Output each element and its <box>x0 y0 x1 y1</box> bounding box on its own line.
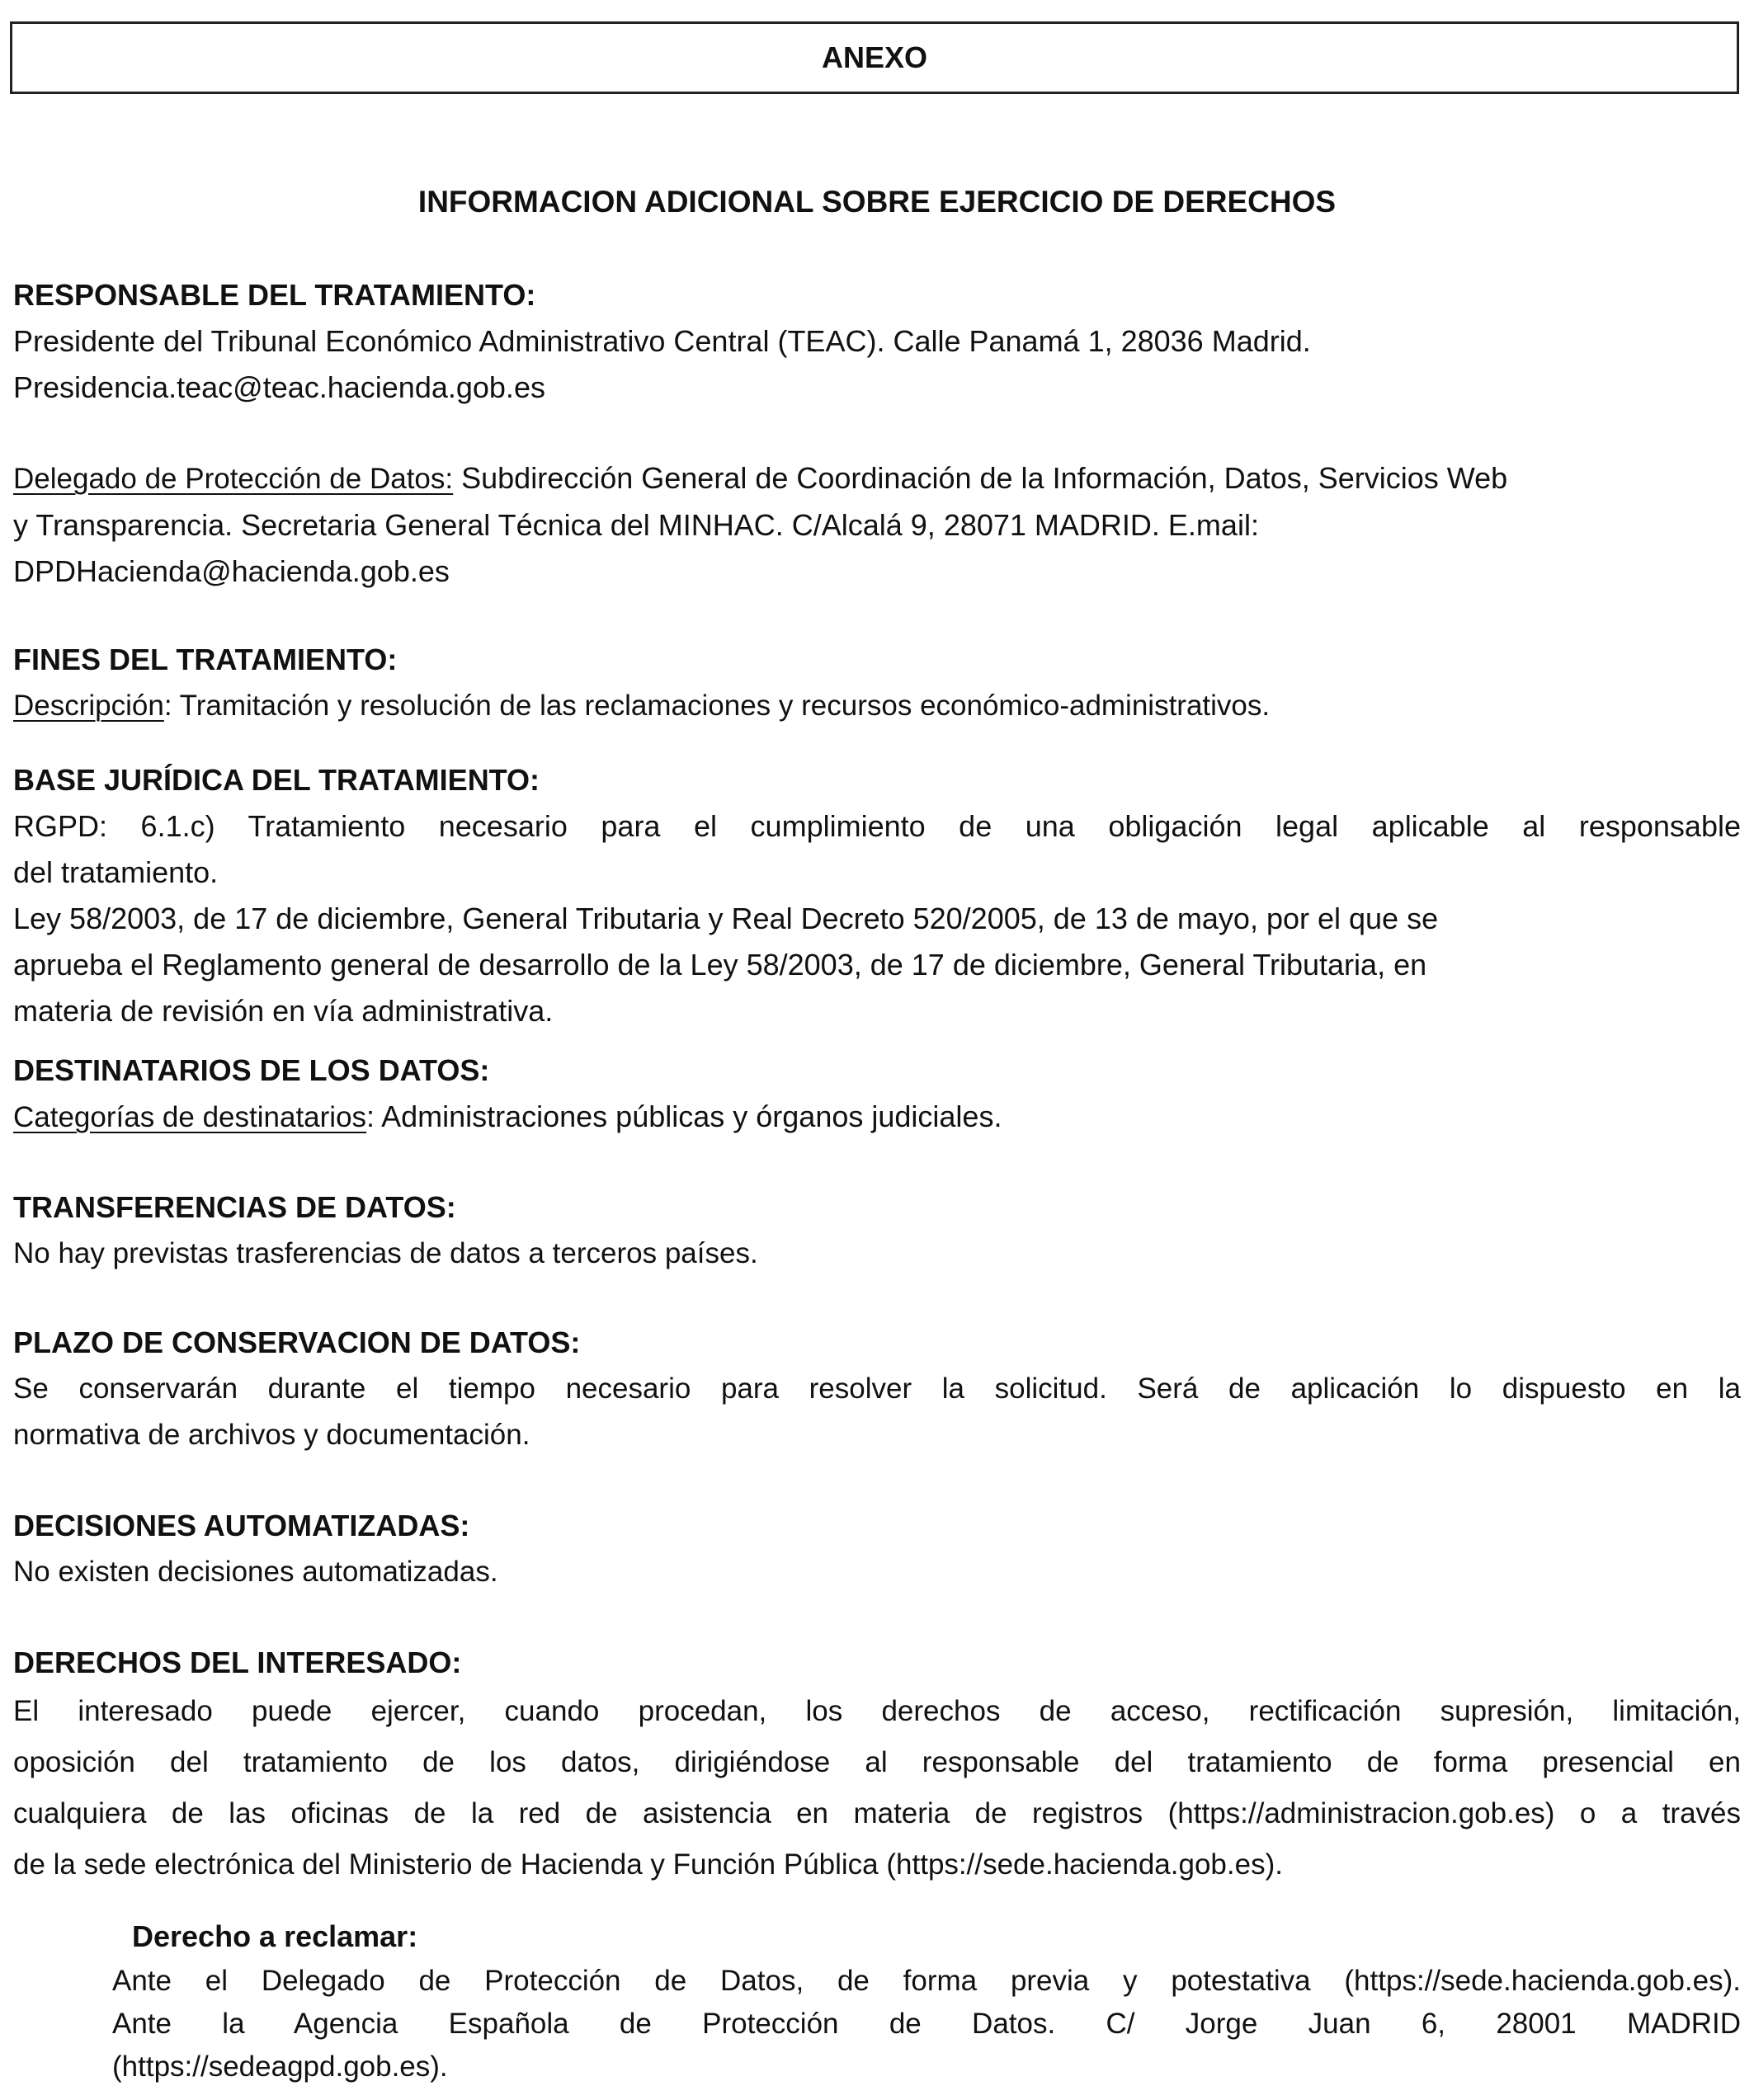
derechos-text-4b: . <box>1275 1848 1283 1881</box>
reclamar-line-1 <box>112 1960 1741 2003</box>
plazo-line-1: Se conservarán durante el tiempo necesario para resolver la solicitud. Será de aplicación lo dispuesto en la <box>13 1373 1741 1405</box>
responsable-text: Presidente del Tribunal Económico Administrativo Central (TEAC). Calle Panamá 1, 28036 Madrid. <box>13 324 1311 358</box>
fines-description <box>13 683 1741 729</box>
section-reclamar <box>112 1960 1741 2088</box>
derechos-text-3a: cualquiera de las oficinas de la red de asistencia en materia de registros <box>13 1797 1168 1829</box>
section-heading-responsable: RESPONSABLE DEL TRATAMIENTO: <box>13 278 536 312</box>
section-heading-derechos: DERECHOS DEL INTERESADO: <box>13 1646 462 1679</box>
delegado-line-1 <box>13 455 1741 502</box>
reclamar-line-2: Ante la Agencia Española de Protección de Datos. C/ Jorge Juan 6, 28001 MADRID <box>112 2008 1741 2040</box>
section-responsable <box>13 272 1741 411</box>
derechos-line-4 <box>13 1839 1741 1890</box>
derechos-line-1: El interesado puede ejercer, cuando procedan, los derechos de acceso, rectificación supresión, limitación, <box>13 1695 1741 1727</box>
reclamar-sede-link[interactable]: (https://sede.hacienda.gob.es) <box>1344 1965 1733 1997</box>
base-rgpd-line-1: RGPD: 6.1.c) Tratamiento necesario para el cumplimiento de una obligación legal aplicable al responsable <box>13 809 1741 843</box>
sede-hacienda-link[interactable]: (https://sede.hacienda.gob.es) <box>886 1848 1275 1881</box>
decisiones-text: No existen decisiones automatizadas. <box>13 1556 498 1588</box>
fines-text: : Tramitación y resolución de las reclamaciones y recursos económico-administrativos. <box>163 690 1271 722</box>
destinatarios-label: Categorías de destinatarios <box>13 1101 367 1133</box>
document-title: INFORMACION ADICIONAL SOBRE EJERCICIO DE DERECHOS <box>417 185 1337 219</box>
section-heading-destinatarios: DESTINATARIOS DE LOS DATOS: <box>13 1053 490 1087</box>
section-base-juridica <box>13 757 1741 1034</box>
base-rgpd-line-2: del tratamiento. <box>13 855 219 889</box>
reclamar-heading: Derecho a reclamar: <box>132 1919 418 1953</box>
section-transferencias <box>13 1184 1741 1277</box>
section-decisiones <box>13 1503 1741 1595</box>
base-ley-line-3: materia de revisión en vía administrativa. <box>13 994 554 1028</box>
section-derechos <box>13 1640 1741 1890</box>
reclamar-text-1a: Ante el Delegado de Protección de Datos, de forma previa y potestativa <box>112 1965 1345 1997</box>
derechos-text-4a: de la sede electrónica del Ministerio de Hacienda y Función Pública <box>13 1848 887 1881</box>
delegado-text-1: Subdirección General de Coordinación de la Información, Datos, Servicios Web <box>453 461 1508 495</box>
derechos-line-3 <box>13 1788 1741 1839</box>
reclamar-text-1b: . <box>1733 1965 1741 1997</box>
section-heading-plazo: PLAZO DE CONSERVACION DE DATOS: <box>13 1325 581 1359</box>
delegado-line-2: y Transparencia. Secretaria General Técnica del MINHAC. C/Alcalá 9, 28071 MADRID. E.mail: <box>13 508 1259 542</box>
anexo-title: ANEXO <box>821 40 928 74</box>
administracion-link[interactable]: (https://administracion.gob.es) <box>1167 1797 1555 1829</box>
base-ley-line-2: aprueba el Reglamento general de desarrollo de la Ley 58/2003, de 17 de diciembre, General Tributaria, en <box>13 948 1427 982</box>
section-plazo <box>13 1320 1741 1458</box>
section-heading-fines: FINES DEL TRATAMIENTO: <box>13 643 398 676</box>
section-delegado <box>13 455 1741 595</box>
anexo-header-box <box>10 21 1739 94</box>
section-fines <box>13 637 1741 729</box>
destinatarios-value: : Administraciones públicas y órganos judiciales. <box>366 1099 1002 1133</box>
section-heading-base: BASE JURÍDICA DEL TRATAMIENTO: <box>13 763 540 797</box>
section-reclamar-heading <box>132 1914 1741 1960</box>
derechos-text-3b: o a través <box>1554 1797 1742 1829</box>
reclamar-agpd-link[interactable]: (https://sedeagpd.gob.es). <box>112 2051 448 2083</box>
section-heading-decisiones: DECISIONES AUTOMATIZADAS: <box>13 1509 470 1542</box>
transferencias-text: No hay previstas trasferencias de datos a terceros países. <box>13 1237 758 1269</box>
delegado-label: Delegado de Protección de Datos: <box>13 463 454 495</box>
delegado-email[interactable]: DPDHacienda@hacienda.gob.es <box>13 554 450 588</box>
section-heading-transferencias: TRANSFERENCIAS DE DATOS: <box>13 1190 456 1224</box>
plazo-line-2: normativa de archivos y documentación. <box>13 1419 530 1451</box>
base-ley-line-1: Ley 58/2003, de 17 de diciembre, General Tributaria y Real Decreto 520/2005, de 13 de mayo, por el que se <box>13 902 1439 935</box>
destinatarios-text <box>13 1094 1741 1141</box>
derechos-line-2: oposición del tratamiento de los datos, dirigiéndose al responsable del tratamiento de forma presencial en <box>13 1746 1741 1778</box>
section-destinatarios <box>13 1048 1741 1141</box>
fines-label: Descripción <box>13 690 164 722</box>
responsable-email[interactable]: Presidencia.teac@teac.hacienda.gob.es <box>13 370 545 404</box>
